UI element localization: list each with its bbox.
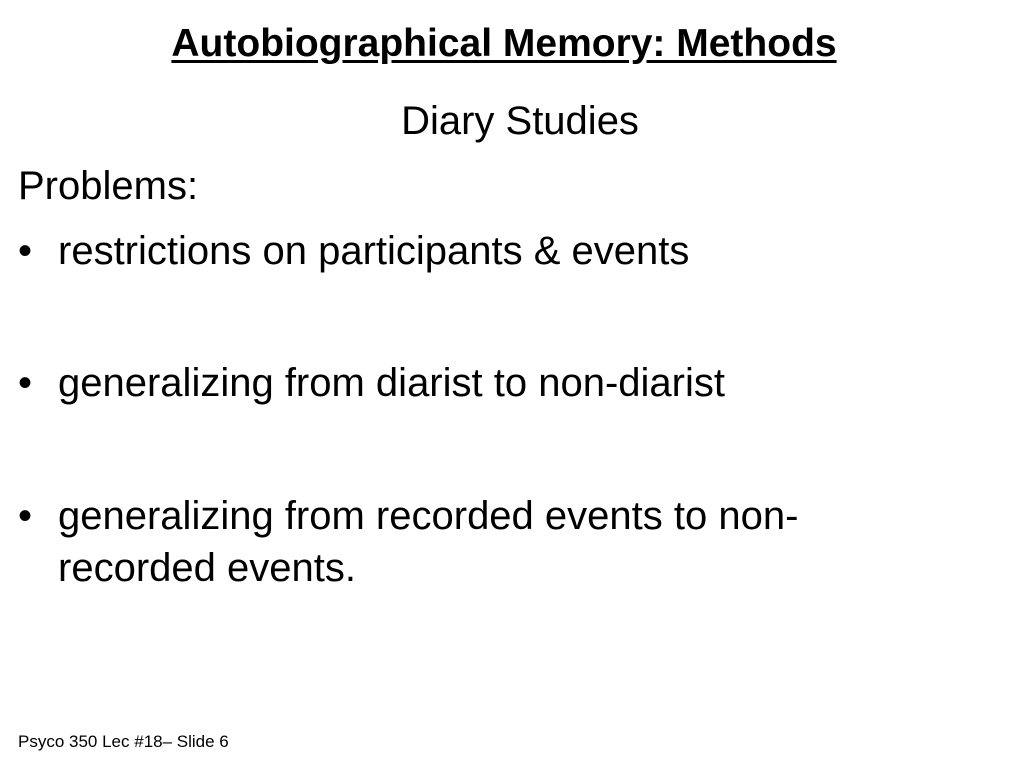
slide-subtitle: Diary Studies bbox=[401, 99, 639, 143]
bullet-text bbox=[58, 490, 918, 594]
problems-heading: Problems: bbox=[18, 164, 199, 208]
bullet-text: generalizing from diarist to non-diarist bbox=[58, 361, 725, 405]
bullet-text-line: generalizing from recorded events to non- bbox=[58, 494, 799, 538]
slide-footer: Psyco 350 Lec #18– Slide 6 bbox=[18, 732, 229, 751]
slide-title: Autobiographical Memory: Methods bbox=[171, 22, 837, 65]
bullet-icon: • bbox=[18, 361, 33, 405]
bullet-icon: • bbox=[18, 229, 33, 273]
bullet-text-line: recorded events. bbox=[58, 546, 356, 590]
bullet-text: restrictions on participants & events bbox=[58, 229, 690, 273]
bullet-icon: • bbox=[18, 494, 33, 538]
